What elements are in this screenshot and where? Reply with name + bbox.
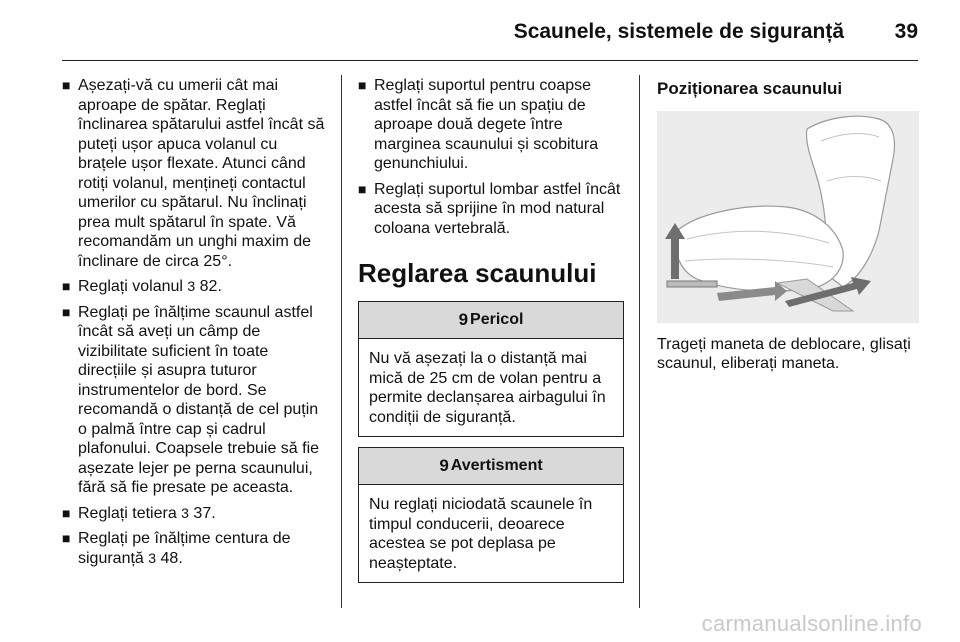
list-item — [358, 180, 624, 239]
warning-notice-header — [359, 448, 623, 485]
header-rule — [62, 60, 918, 61]
list-item — [358, 76, 624, 174]
bullet-icon: ■ — [62, 77, 71, 93]
list-item — [62, 76, 330, 271]
list-item-text: Reglați pe înălțime centura de siguranță — [78, 530, 291, 567]
danger-notice-title: Pericol — [470, 311, 524, 329]
list-item-text: Reglați suportul lombar astfel încât acesta să sprijine în mod natural coloana vertebrală. — [374, 180, 621, 237]
page-reference-icon: 3 — [148, 549, 157, 566]
list-item — [62, 529, 330, 568]
column-2 — [358, 76, 624, 593]
list-item-text: Reglați suportul pentru coapse astfel încât să fie un spațiu de aproape două degete între marginea scaunului și scobitura genunchiului. — [374, 77, 599, 172]
section-heading: Reglarea scaunului — [358, 258, 597, 288]
list-item — [62, 303, 330, 498]
bullet-icon: ■ — [62, 303, 71, 320]
seat-adjustment-illustration — [657, 111, 919, 323]
list-item — [62, 504, 330, 524]
danger-notice — [358, 301, 624, 437]
bullet-icon: ■ — [62, 504, 71, 521]
bullet-icon: ■ — [62, 278, 71, 294]
page-reference-link[interactable]: 37. — [193, 504, 216, 522]
page-reference-link[interactable]: 48. — [160, 549, 183, 567]
page-reference-link[interactable]: 82. — [199, 278, 222, 295]
bullet-list — [62, 76, 330, 568]
warning-triangle-icon: 9 — [458, 310, 469, 330]
warning-triangle-icon: 9 — [439, 456, 449, 476]
column-3 — [657, 76, 919, 374]
column-divider-left — [341, 75, 342, 608]
page-number: 39 — [894, 20, 918, 43]
warning-notice — [358, 447, 624, 583]
page-reference-icon: 3 — [181, 504, 189, 521]
illustration-caption: Trageți maneta de deblocare, glisați scaunul, eliberați maneta. — [657, 335, 911, 372]
list-item-text: Reglați tetiera — [78, 504, 177, 522]
warning-notice-text: Nu reglați niciodată scaunele în timpul conducerii, deoarece acestea se pot deplasa pe neașteptate. — [369, 496, 593, 572]
column-divider-right — [639, 75, 640, 608]
page-reference-icon: 3 — [187, 278, 196, 294]
watermark: carmanualsonline.info — [701, 611, 922, 636]
subheading: Poziționarea scaunului — [657, 79, 843, 98]
warning-notice-title: Avertisment — [450, 457, 543, 475]
danger-notice-text: Nu vă așezați la o distanță mai mică de 25 cm de volan pentru a permite declanșarea airbagului în condiții de siguranță. — [369, 350, 606, 426]
bullet-icon: ■ — [358, 77, 367, 93]
list-item-text: Așezați-vă cu umerii cât mai aproape de spătar. Reglați înclinarea spătarului astfel încât să puteți ușor apuca volanul cu brațele ușor flexate. Atunci când rotiți volanul, mențineți contactul umerilor cu spătarul. Nu înclinați prea mult spătarul în spate. Vă recomandăm un unghi maxim de înclinare de circa 25°. — [78, 77, 325, 270]
list-item — [62, 277, 330, 297]
danger-notice-header — [359, 302, 623, 339]
bullet-icon: ■ — [358, 180, 367, 197]
bullet-icon: ■ — [62, 530, 71, 546]
list-item-text: Reglați volanul — [78, 278, 183, 295]
page-header — [0, 0, 960, 62]
header-title: Scaunele, sistemele de siguranță — [513, 20, 844, 43]
bullet-list — [358, 76, 624, 238]
list-item-text: Reglați pe înălțime scaunul astfel încât să aveți un câmp de vizibilitate suficient în toate direcțiile și asupra tuturor instrumentelor de bord. Se recomandă o distanță de cel puțin o palmă între cap și cadrul plafonului. Coapsele trebuie să fie așezate lejer pe perna scaunului, fără să fie presate pe aceasta. — [78, 303, 320, 496]
column-1 — [62, 76, 330, 574]
